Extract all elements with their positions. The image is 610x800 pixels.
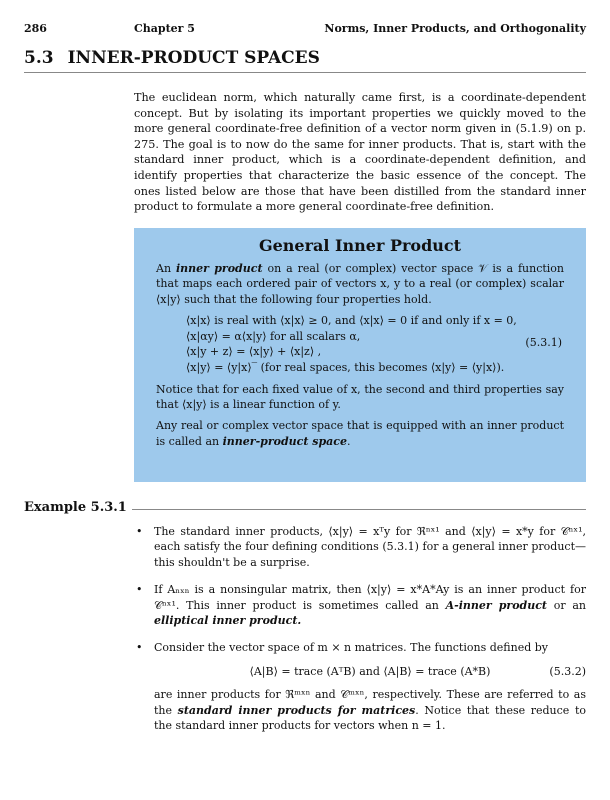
running-head [24,22,586,38]
definition-notice: Notice that for each fixed value of x, the second and third properties say that ⟨x|y⟩ is a linear function of y. [156,382,564,411]
list-item: • If Aₙₓₙ is a nonsingular matrix, then ⟨x|y⟩ = x*A*Ay is an inner product for 𝒞ⁿˣ¹. This inner product is sometimes called an A-inner product or an elliptical inner product. [136,583,586,628]
bullet-icon: • [136,583,143,597]
property-conjugate-symmetry: ⟨x|y⟩ = ⟨y|x⟩‾ (for real spaces, this becomes ⟨x|y⟩ = ⟨y|x⟩). [186,361,505,374]
example-items [134,524,586,745]
property-positivity: ⟨x|x⟩ is real with ⟨x|x⟩ ≥ 0, and ⟨x|x⟩ = 0 if and only if x = 0, [186,314,517,328]
definition-box [134,228,586,482]
list-item: • Consider the vector space of m × n matrices. The functions defined by ⟨A|B⟩ = trace (AᵀB) and ⟨A|B⟩ = trace (A*B) (5.3.2) are inner products for ℜᵐˣⁿ and 𝒞ᵐˣⁿ, respectively. These are referred to as the standard inner products for matrices. Notice that these reduce to the standard inner products for vectors when n = 1. [136,641,586,733]
example-label: Example 5.3.1 [24,500,127,515]
definition-intro: An inner product on a real (or complex) vector space 𝒱 is a function that maps each ordered pair of vectors x, y to a real (or complex) scalar ⟨x|y⟩ such that the following four properties hold. [156,262,565,306]
matrix-inner-product-equation: ⟨A|B⟩ = trace (AᵀB) and ⟨A|B⟩ = trace (A*B) (5.3.2) [249,664,586,678]
example-rule [132,509,586,510]
term-inner-product-space: inner-product space [222,434,347,448]
intro-paragraph: The euclidean norm, which naturally came first, is a coordinate-dependent concept. But by isolating its important properties we quickly moved to the more general coordinate-free definition of a vector norm given in (5.1.9) on p. 275. The goal is to now do the same for inner products. That is, start with the standard inner product, which is a coordinate-dependent definition, and identify properties that characterize the basic essence of the concept. The ones listed below are those that have been distilled from the standard inner product to formulate a more general coordinate-free definition. [134,91,586,214]
definition-space: Any real or complex vector space that is equipped with an inner product is called an inner-product space. [156,419,564,448]
property-list [186,313,564,375]
equation-number: (5.3.2) [549,664,586,678]
section-heading [24,48,586,73]
section-number: 5.3 [24,48,54,68]
bullet-icon: • [136,525,143,538]
term-elliptical-inner-product: elliptical inner product. [154,614,302,628]
page-number: 286 [24,22,47,35]
term-inner-product: inner product [175,262,263,275]
property-additivity: ⟨x|y + z⟩ = ⟨x|y⟩ + ⟨x|z⟩ , [186,345,322,359]
bullet-icon: • [136,641,143,655]
term-standard-inner-products-matrices: standard inner products for matrices [177,703,416,717]
running-title: Norms, Inner Products, and Orthogonality [324,22,586,35]
chapter-label: Chapter 5 [134,22,195,35]
section-title: INNER-PRODUCT SPACES [67,48,320,68]
equation-number: (5.3.1) [525,336,562,350]
definition-title: General Inner Product [258,236,462,255]
list-item: • The standard inner products, ⟨x|y⟩ = xᵀy for ℜⁿˣ¹ and ⟨x|y⟩ = x*y for 𝒞ⁿˣ¹, each satisfy the four defining conditions (5.3.1) for a general inner product—this shouldn't be a surprise. [136,525,586,569]
term-a-inner-product: A-inner product [445,598,548,612]
property-scalar: ⟨x|αy⟩ = α⟨x|y⟩ for all scalars α, [186,329,361,343]
